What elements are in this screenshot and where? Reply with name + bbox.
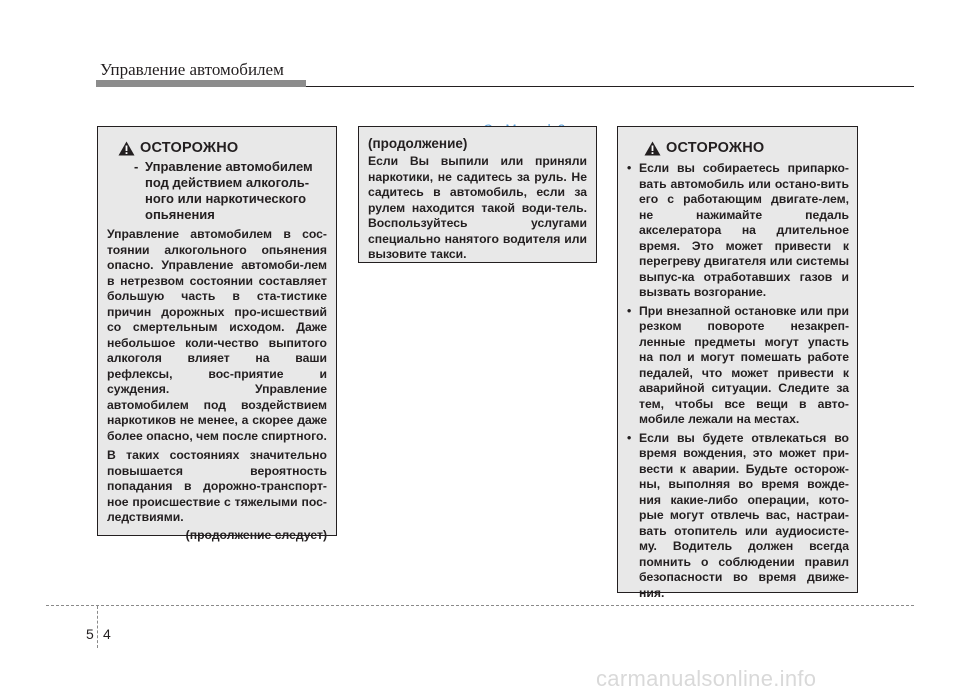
page-number-separator xyxy=(97,606,98,648)
header-rule xyxy=(306,86,914,87)
warning-paragraph-1: Управление автомобилем в сос-тоянии алкогольного опьянения опасно. Управление автомоби-лем в нетрезвом состоянии составляет большую часть в ста-тистике причин дорожных про-исшествий со смертельным исходом. Даже небольшое коли-чество выпитого алкоголя влияет на ваши рефлексы, вос-приятие и суждения. Управление автомобилем под воздействием наркотиков не менее, а скорее даже более опасно, чем после спиртного. xyxy=(107,227,327,443)
warning-bullet-list xyxy=(626,161,849,601)
warning-title xyxy=(644,140,849,157)
site-watermark: carmanualsonline.info xyxy=(596,666,817,691)
continuation-box xyxy=(358,126,597,263)
warning-paragraph-2: В таких состояниях значительно повышается вероятность попадания в дорожно-транспорт-ное происшествие с тяжелыми пос-ледствиями. xyxy=(107,448,327,524)
dash-item-text: Управление автомобилем под действием алкоголь-ного или наркотического опьянения xyxy=(145,159,313,222)
continuation-heading: (продолжение) xyxy=(368,136,468,151)
warning-title-label: ОСТОРОЖНО xyxy=(666,140,765,156)
bullet-item xyxy=(626,431,849,602)
page-header-title: Управление автомобилем xyxy=(100,60,284,79)
continuation-text: Если Вы выпили или приняли наркотики, не садитесь за руль. Не садитесь в автомобиль, если за рулем находится такой води-тель. Воспользуйтесь услугами специально нанятого водителя или вызовите такси. xyxy=(368,154,587,261)
footer-rule xyxy=(46,605,914,606)
warning-box-alcohol xyxy=(97,126,337,542)
warning-title xyxy=(118,140,327,157)
continued-note: (продолжение следует) xyxy=(185,527,327,542)
warning-dash-item xyxy=(107,159,327,223)
bullet-text: При внезапной остановке или при резком повороте незакреп-ленные предметы могут упасть на пол и могут помешать работе педалей, что может привести к аварийной ситуации. Следите за тем, чтобы все вещи в авто-мобиле лежали на местах. xyxy=(639,303,849,426)
warning-triangle-icon xyxy=(118,141,135,156)
warning-triangle-icon xyxy=(644,141,661,156)
bullet-item xyxy=(626,304,849,428)
section-number: 5 xyxy=(86,626,94,642)
header-accent-bar xyxy=(96,80,306,87)
page-number: 4 xyxy=(103,626,111,642)
dash-marker: - xyxy=(134,159,139,174)
bullet-dot: • xyxy=(627,430,632,445)
bullet-dot: • xyxy=(627,161,632,175)
bullet-dot: • xyxy=(627,303,632,318)
bullet-text: Если вы будете отвлекаться во время вождения, это может при-вести к аварии. Будьте осторож-ны, выполняя во время вожде-ния какие-либо операции, кото-рые могут отвлечь вас, настраи-вать отопитель или аудиосисте-му. Водитель должен всегда помнить о соблюдении правил безопасности во время движе-ния. xyxy=(639,430,849,600)
warning-box-driving xyxy=(617,126,858,600)
warning-title-label: ОСТОРОЖНО xyxy=(140,140,239,156)
bullet-item xyxy=(626,161,849,301)
bullet-text: Если вы собираетесь припарко-вать автомобиль или остано-вить его с работающим двигате-лем, не нажимайте педаль акселератора на длительное время. Это может привести к перегреву двигателя или системы выпус-ка отработавших газов и вызвать возгорание. xyxy=(639,161,849,299)
